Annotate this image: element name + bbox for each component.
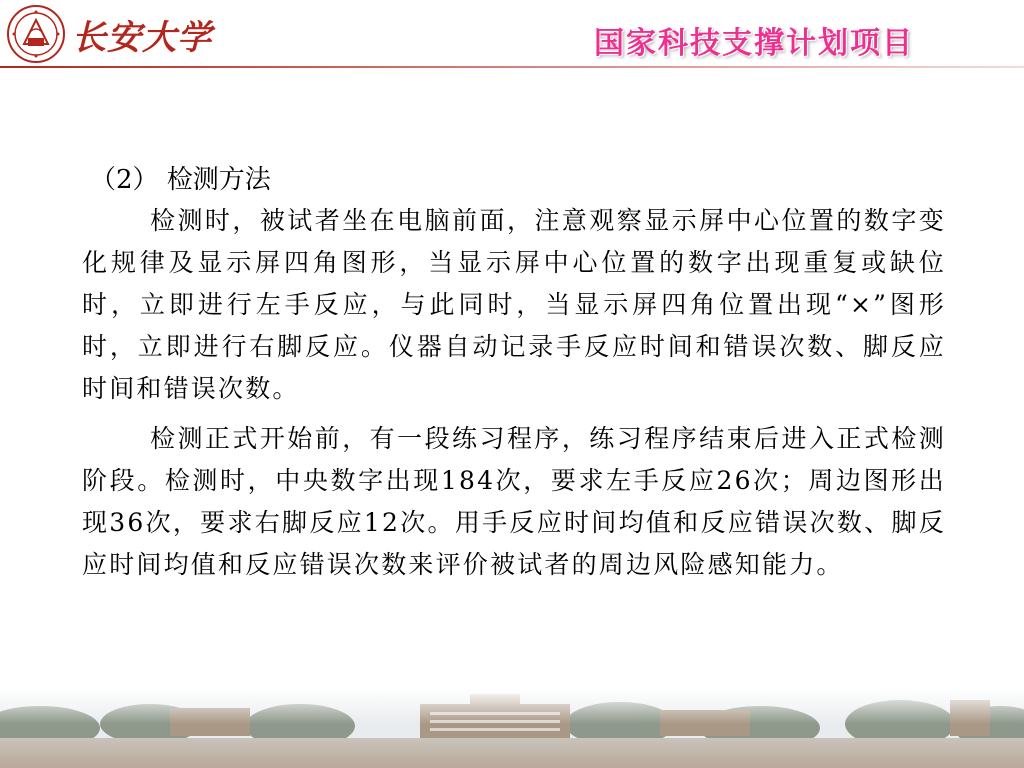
header-divider: [0, 66, 1024, 68]
body-paragraph-2: 检测正式开始前，有一段练习程序，练习程序结束后进入正式检测阶段。检测时，中央数字出现184次，要求左手反应26次；周边图形出现36次，要求右脚反应12次。用手反应时间均值和反应错误次数、脚反应时间均值和反应错误次数来评价被试者的周边风险感知能力。: [82, 424, 946, 579]
slide-content: [82, 160, 946, 586]
project-title: 国家科技支撑计划项目: [594, 26, 914, 61]
university-logo-text: 长安大学: [72, 18, 212, 58]
campus-footer-image: [0, 688, 1024, 768]
section-heading: （2） 检测方法: [90, 165, 271, 195]
university-emblem-icon: [6, 4, 66, 64]
body-paragraph-1: 检测时，被试者坐在电脑前面，注意观察显示屏中心位置的数字变化规律及显示屏四角图形，当显示屏中心位置的数字出现重复或缺位时，立即进行左手反应，与此同时，当显示屏四角位置出现“×”图形时，立即进行右脚反应。仪器自动记录手反应时间和错误次数、脚反应时间和错误次数。: [82, 206, 946, 403]
slide-header: [0, 0, 1024, 72]
